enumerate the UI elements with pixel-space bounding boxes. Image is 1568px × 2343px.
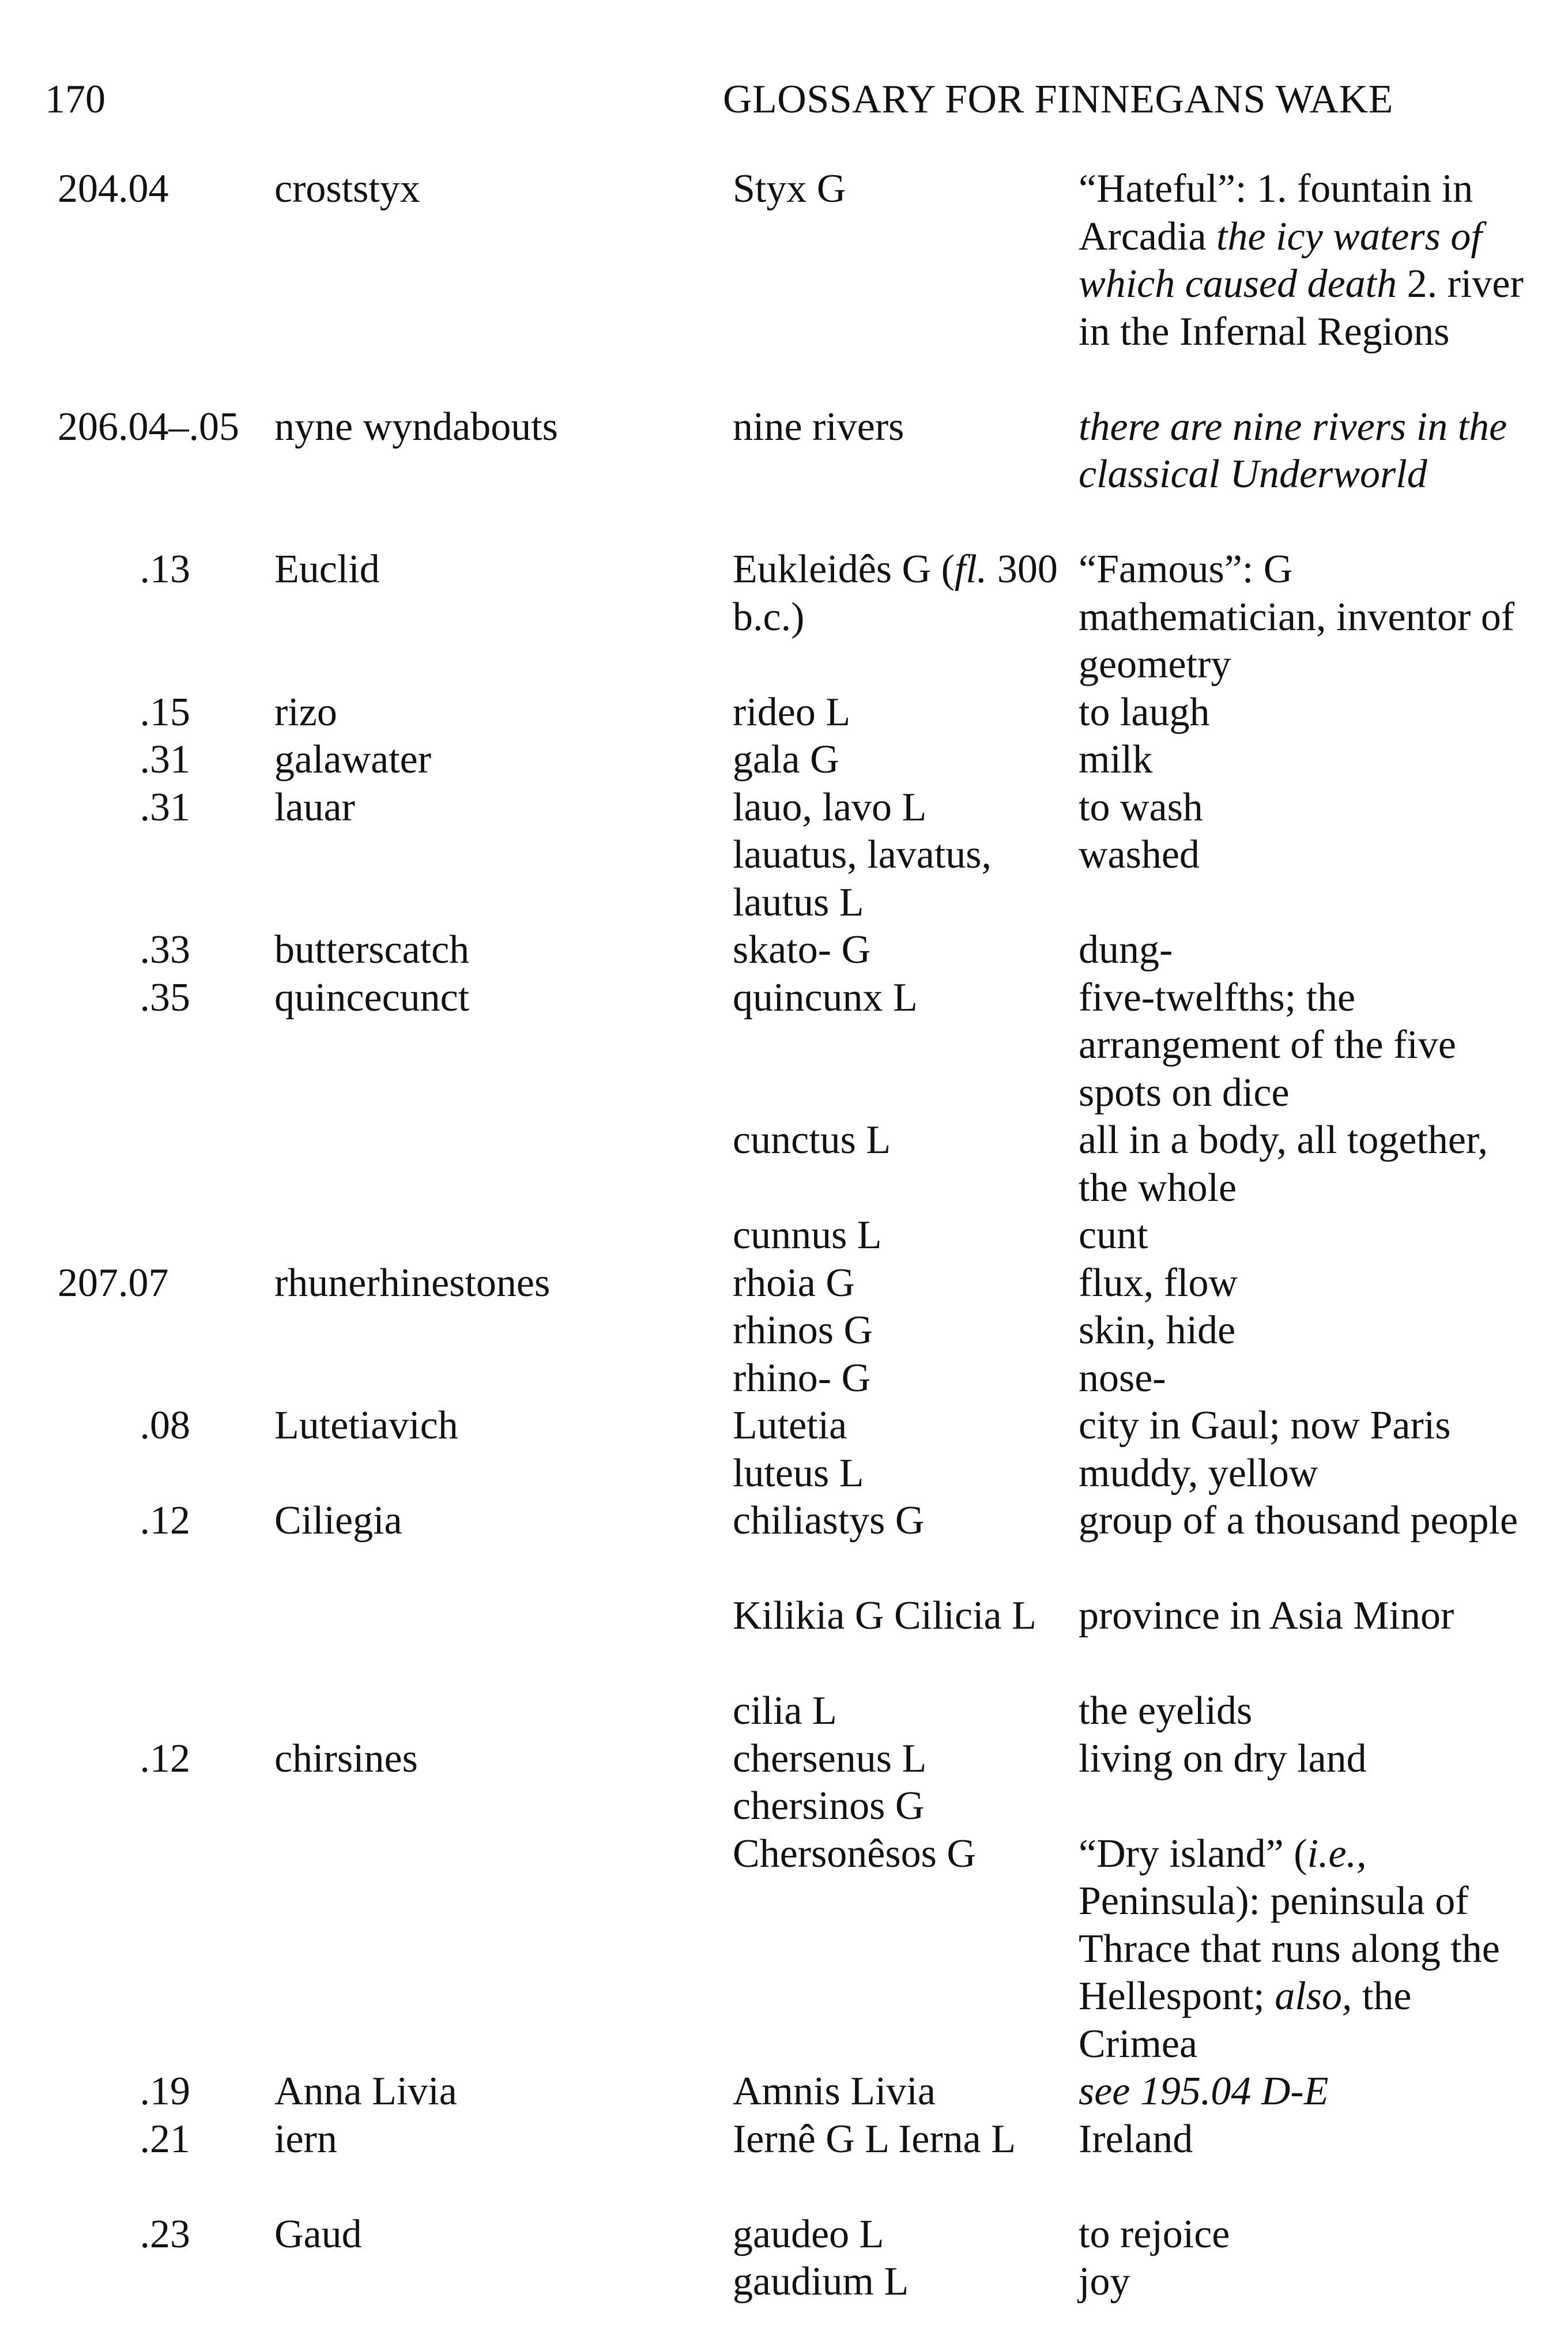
glossary-entry [0, 784, 1568, 832]
text-segment: Ireland [1079, 2116, 1193, 2161]
entry-reference: .35 [140, 975, 190, 1020]
entry-gloss [1079, 165, 1540, 356]
entry-etymology: Kilikia G Cilicia L [733, 1594, 1036, 1638]
entry-gloss [1079, 1497, 1540, 1545]
glossary-entry [0, 831, 1568, 926]
entry-gloss [1079, 1830, 1540, 2069]
entry-etymology: Styx G [733, 167, 846, 211]
text-segment: group of a thousand people [1079, 1498, 1518, 1543]
entry-etymology [733, 546, 1067, 641]
glossary-entry [0, 1497, 1568, 1592]
glossary-entry [0, 1117, 1568, 1212]
text-segment: flux, flow [1079, 1260, 1238, 1305]
entry-gloss [1079, 1735, 1540, 1783]
entry-etymology: rhoia G [733, 1260, 855, 1305]
entry-gloss [1079, 2116, 1540, 2164]
entry-word: chirsines [274, 1736, 418, 1781]
glossary-entry [0, 689, 1568, 737]
entry-etymology: chersenus L [733, 1736, 927, 1781]
text-segment: milk [1079, 737, 1153, 782]
entry-reference: .19 [140, 2069, 190, 2114]
glossary-entry [0, 926, 1568, 974]
entry-gloss [1079, 546, 1540, 689]
entry-gloss [1079, 404, 1540, 499]
italic-segment: the icy waters of which caused death [1079, 214, 1482, 306]
text-segment: five-twelfths; the arrangement of the five spots on dice [1079, 975, 1456, 1115]
text-segment: muddy, yellow [1079, 1451, 1318, 1496]
glossary-entry [0, 1783, 1568, 1830]
glossary-entry [0, 1450, 1568, 1498]
text-segment: cunt [1079, 1213, 1148, 1257]
text-segment: 300 b.c.) [733, 547, 1058, 639]
text-segment: “Dry island” ( [1079, 1831, 1307, 1876]
running-title: GLOSSARY FOR FINNEGANS WAKE [723, 77, 1393, 122]
glossary-entry [0, 2068, 1568, 2116]
entry-etymology: Amnis Livia [733, 2069, 936, 2114]
glossary-entry [0, 546, 1568, 689]
glossary-entry [0, 1212, 1568, 1260]
entry-word: Lutetiavich [274, 1403, 458, 1448]
entry-gloss [1079, 1307, 1540, 1355]
entry-reference: 206.04–.05 [58, 404, 239, 449]
entry-etymology: Chersonêsos G [733, 1831, 976, 1876]
entry-gloss [1079, 689, 1540, 737]
text-segment: 2. river in the Infernal Regions [1079, 262, 1524, 354]
text-segment: the Crimea [1079, 1974, 1412, 2066]
entry-gloss [1079, 1355, 1540, 1403]
text-segment: dung- [1079, 928, 1173, 972]
glossary-table [0, 165, 1568, 2306]
text-segment: the eyelids [1079, 1689, 1253, 1733]
entry-reference: .15 [140, 690, 190, 734]
entry-etymology: quincunx L [733, 975, 918, 1020]
entry-gloss [1079, 2211, 1540, 2259]
text-segment: Eukleidês G ( [733, 547, 955, 592]
entry-gloss [1079, 974, 1540, 1117]
text-segment: to rejoice [1079, 2212, 1230, 2257]
text-segment: washed [1079, 833, 1200, 877]
text-segment: joy [1079, 2259, 1130, 2304]
entry-reference: .21 [140, 2116, 190, 2161]
entry-gloss [1079, 1402, 1540, 1450]
entry-reference: .23 [140, 2212, 190, 2257]
entry-etymology: cunctus L [733, 1118, 891, 1162]
glossary-entry [0, 1260, 1568, 1308]
entry-gloss [1079, 926, 1540, 974]
text-segment: province in Asia Minor [1079, 1594, 1454, 1638]
glossary-entry [0, 736, 1568, 784]
italic-segment: i.e., [1307, 1831, 1367, 1876]
entry-word: galawater [274, 737, 432, 782]
glossary-entry [0, 2116, 1568, 2211]
entry-etymology: chersinos G [733, 1784, 925, 1828]
entry-etymology: lauatus, lavatus, lautus L [733, 833, 992, 925]
entry-word: Ciliegia [274, 1498, 402, 1543]
text-segment: to laugh [1079, 690, 1210, 734]
text-segment: “Famous”: G mathematician, inventor of geometry [1079, 547, 1515, 687]
entry-word: quincecunct [274, 975, 470, 1020]
entry-gloss [1079, 831, 1540, 879]
entry-reference: .13 [140, 547, 190, 592]
entry-gloss [1079, 736, 1540, 784]
entry-etymology: lauo, lavo L [733, 785, 927, 830]
entry-reference: 204.04 [58, 167, 169, 211]
entry-etymology: gaudium L [733, 2259, 909, 2304]
entry-word: nyne wyndabouts [274, 404, 558, 449]
entry-etymology: cilia L [733, 1689, 837, 1733]
glossary-entry [0, 404, 1568, 547]
text-segment: nose- [1079, 1355, 1166, 1400]
glossary-entry [0, 1687, 1568, 1735]
entry-reference: 207.07 [58, 1260, 169, 1305]
entry-etymology: luteus L [733, 1451, 864, 1496]
entry-reference: .12 [140, 1498, 190, 1543]
glossary-entry [0, 1355, 1568, 1403]
italic-segment: see 195.04 D-E [1079, 2069, 1329, 2114]
entry-etymology: chiliastys G [733, 1498, 925, 1543]
text-segment: living on dry land [1079, 1736, 1367, 1781]
text-segment: to wash [1079, 785, 1203, 830]
text-segment: Peninsula): peninsula of Thrace that runs along the Hellespont; [1079, 1879, 1500, 2018]
entry-reference: .08 [140, 1403, 190, 1448]
entry-gloss [1079, 784, 1540, 832]
entry-word: iern [274, 2116, 337, 2161]
entry-etymology: gaudeo L [733, 2212, 884, 2257]
entry-etymology: gala G [733, 737, 839, 782]
text-segment: city in Gaul; now Paris [1079, 1403, 1451, 1448]
glossary-entry [0, 2211, 1568, 2259]
entry-word: rizo [274, 690, 337, 734]
glossary-entry [0, 974, 1568, 1117]
italic-segment: there are nine rivers in the classical Underworld [1079, 404, 1507, 496]
glossary-entry [0, 1735, 1568, 1783]
entry-gloss [1079, 1592, 1540, 1640]
entry-word: Euclid [274, 547, 380, 592]
entry-word: Gaud [274, 2212, 362, 2257]
entry-gloss [1079, 1687, 1540, 1735]
entry-etymology: rideo L [733, 690, 851, 734]
entry-word: rhunerhinestones [274, 1260, 551, 1305]
entry-etymology: nine rivers [733, 404, 904, 449]
entry-reference: .31 [140, 737, 190, 782]
entry-reference: .31 [140, 785, 190, 830]
entry-gloss [1079, 1260, 1540, 1308]
glossary-entry [0, 2258, 1568, 2306]
entry-word: butterscatch [274, 928, 470, 972]
entry-reference: .12 [140, 1736, 190, 1781]
entry-word: croststyx [274, 167, 420, 211]
text-segment: “Hateful”: 1. fountain in Arcadia [1079, 167, 1473, 259]
entry-word: Anna Livia [274, 2069, 457, 2114]
page-number: 170 [45, 77, 105, 122]
glossary-entry [0, 1592, 1568, 1687]
glossary-entry [0, 165, 1568, 404]
glossary-entry [0, 1402, 1568, 1450]
italic-segment: also, [1275, 1974, 1352, 2018]
entry-word: lauar [274, 785, 355, 830]
entry-etymology: cunnus L [733, 1213, 882, 1257]
entry-gloss [1079, 1117, 1540, 1212]
glossary-entry [0, 1307, 1568, 1355]
entry-etymology: skato- G [733, 928, 871, 972]
entry-gloss [1079, 2068, 1540, 2116]
entry-reference: .33 [140, 928, 190, 972]
text-segment: all in a body, all together, the whole [1079, 1118, 1488, 1210]
entry-etymology: rhino- G [733, 1355, 871, 1400]
entry-gloss [1079, 1450, 1540, 1498]
entry-etymology: Iernê G L Ierna L [733, 2116, 1016, 2161]
entry-gloss [1079, 2258, 1540, 2306]
glossary-entry [0, 1830, 1568, 2069]
entry-gloss [1079, 1212, 1540, 1260]
entry-etymology: rhinos G [733, 1308, 873, 1353]
entry-etymology: Lutetia [733, 1403, 847, 1448]
text-segment: skin, hide [1079, 1308, 1236, 1353]
running-head [45, 74, 1531, 126]
italic-segment: fl. [954, 547, 987, 592]
